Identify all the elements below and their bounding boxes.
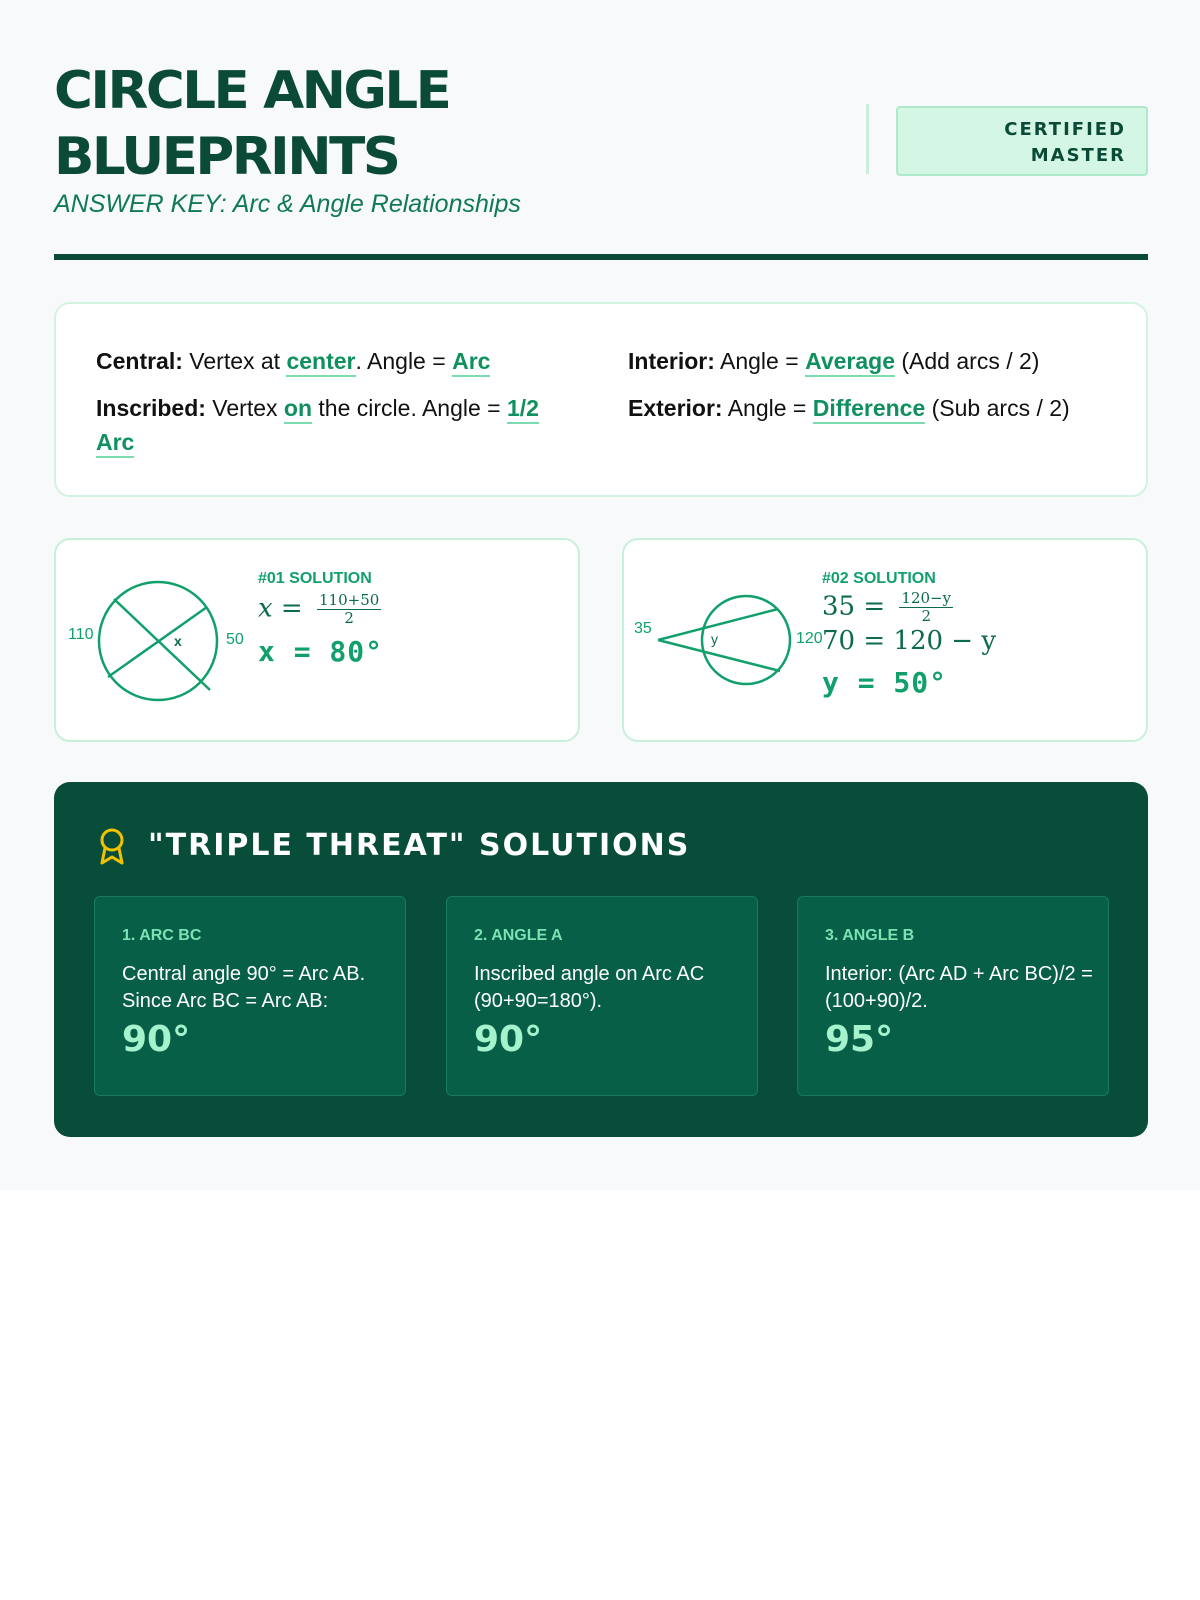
solution-answer: y = 50° <box>822 666 948 699</box>
rule-term: Central: <box>96 348 183 374</box>
equation-lhs: x <box>258 593 273 624</box>
chord-1 <box>114 599 210 690</box>
rule-inscribed <box>96 391 566 459</box>
rule-central <box>96 344 566 378</box>
badge-line-2: MASTER <box>1030 145 1126 166</box>
triple-card-text: Interior: (Arc AD + Arc BC)/2 = (100+90)/2. <box>825 963 1093 1012</box>
badge-line-1: CERTIFIED <box>1004 119 1126 140</box>
triple-card-value: 90° <box>122 1019 191 1060</box>
triple-card-label: 1. ARC BC <box>122 927 202 944</box>
triple-card-1 <box>94 896 406 1096</box>
triple-card-3 <box>797 896 1109 1096</box>
fraction-numerator: 110+50 <box>319 591 380 609</box>
triple-card-text: Central angle 90° = Arc AB. Since Arc BC = Arc AB: <box>122 963 366 1012</box>
rule-term: Inscribed: <box>96 395 206 421</box>
fraction-denominator: 2 <box>921 607 932 625</box>
arc-near-var-label: y <box>711 631 718 647</box>
rule-keyword: on <box>284 395 312 424</box>
award-icon <box>96 826 128 866</box>
rule-keyword: Average <box>805 348 895 377</box>
triple-card-text: Inscribed angle on Arc AC (90+90=180°). <box>474 963 705 1012</box>
arc-right-label: 50 <box>226 631 244 648</box>
triple-threat-title: "TRIPLE THREAT" SOLUTIONS <box>148 828 691 863</box>
triple-card-label: 2. ANGLE A <box>474 927 563 944</box>
chord-2 <box>108 607 207 677</box>
page-subtitle: ANSWER KEY: Arc & Angle Relationships <box>54 190 521 218</box>
arc-far-label: 120 <box>796 630 823 647</box>
triple-threat-panel <box>54 782 1148 1137</box>
rule-text: Angle = <box>722 395 813 421</box>
rule-term: Interior: <box>628 348 715 374</box>
solution-equation: x = $\frac{110+50}{2}$ <box>258 591 380 627</box>
rule-keyword: center <box>286 348 355 377</box>
solution-card-2 <box>622 538 1148 742</box>
triple-card-label: 3. ANGLE B <box>825 927 915 944</box>
triple-card-value: 90° <box>474 1019 543 1060</box>
equation-fraction <box>317 592 381 627</box>
triple-card-value: 95° <box>825 1019 894 1060</box>
rule-text: . Angle = <box>355 348 453 374</box>
rule-keyword: 1/2 Arc <box>96 395 539 458</box>
rule-interior <box>628 344 1128 378</box>
arc-left-label: 110 <box>68 626 94 643</box>
rule-text: Angle = <box>714 348 806 374</box>
certified-badge <box>896 106 1148 176</box>
angle-value-label: 35 <box>634 620 652 637</box>
rule-text: Vertex <box>205 395 284 421</box>
angle-var-label: x <box>174 633 182 649</box>
rule-keyword: Difference <box>813 395 925 424</box>
equation-lhs: 35 <box>822 591 856 622</box>
solution-label: #01 SOLUTION <box>258 570 372 587</box>
equation-fraction <box>899 590 953 625</box>
rules-card <box>54 302 1148 497</box>
secant-2 <box>658 640 780 671</box>
solution-card-1 <box>54 538 580 742</box>
rule-keyword: Arc <box>452 348 490 377</box>
solution-equation-2: 70 = 120 − y <box>822 626 997 656</box>
fraction-numerator: 120−y <box>901 589 952 607</box>
header-divider <box>866 104 869 174</box>
header-rule <box>54 254 1148 260</box>
rule-text: the circle. Angle = <box>312 395 507 421</box>
title-line-1: CIRCLE ANGLE <box>54 61 450 121</box>
solution-equation: 35 = $\frac{120-y}{2}$ <box>822 589 952 625</box>
rule-exterior <box>628 391 1128 425</box>
title-line-2: BLUEPRINTS <box>54 127 399 187</box>
solution-answer: x = 80° <box>258 635 384 668</box>
rule-text: (Add arcs / 2) <box>895 348 1040 374</box>
fraction-denominator: 2 <box>344 609 354 627</box>
triple-card-2 <box>446 896 758 1096</box>
rule-text: Vertex at <box>182 348 287 374</box>
rule-text: (Sub arcs / 2) <box>925 395 1070 421</box>
rule-term: Exterior: <box>628 395 723 421</box>
solution-label: #02 SOLUTION <box>822 570 936 587</box>
secant-1 <box>658 609 778 640</box>
header <box>54 58 1148 260</box>
